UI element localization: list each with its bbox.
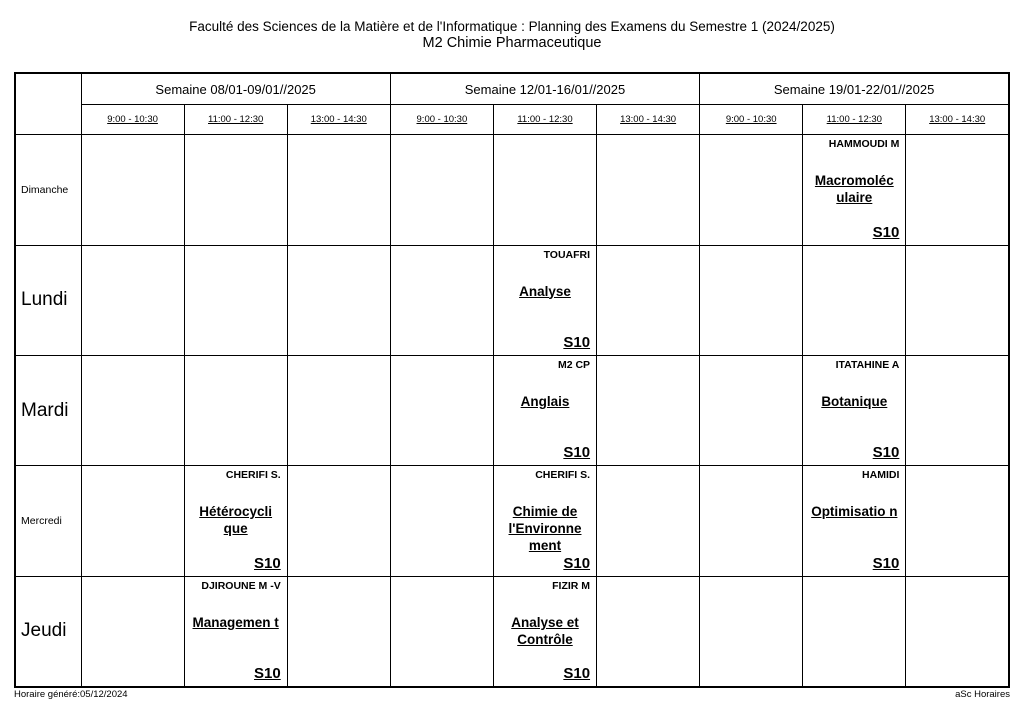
day-row <box>15 245 1009 355</box>
empty-cell <box>803 576 906 687</box>
day-row <box>15 576 1009 687</box>
day-label: Lundi <box>15 245 81 355</box>
exam-cell <box>184 576 287 687</box>
time-slot-header: 13:00 - 14:30 <box>287 105 390 135</box>
exam-cell <box>803 355 906 465</box>
document-title: Faculté des Sciences de la Matière et de l'Informatique : Planning des Examens du Semestre 1 (2024/2025) <box>189 19 835 34</box>
empty-cell <box>390 135 493 245</box>
time-slot-header: 9:00 - 10:30 <box>390 105 493 135</box>
empty-cell <box>81 245 184 355</box>
exam-teacher: ITATAHINE A <box>835 358 900 371</box>
exam-cell <box>803 466 906 576</box>
day-label: Jeudi <box>15 576 81 687</box>
empty-cell <box>287 135 390 245</box>
exam-subject: Analyse et Contrôle <box>511 614 579 647</box>
exam-subject: Botanique <box>821 393 888 409</box>
time-slot-row <box>15 105 1009 135</box>
week-header: Semaine 08/01-09/01//2025 <box>81 73 390 105</box>
empty-cell <box>597 355 700 465</box>
exam-room: S10 <box>254 665 281 682</box>
empty-cell <box>81 355 184 465</box>
exam-cell <box>184 466 287 576</box>
empty-cell <box>287 576 390 687</box>
exam-subject: Macromoléc ulaire <box>814 173 894 206</box>
time-slot-header: 13:00 - 14:30 <box>906 105 1009 135</box>
empty-cell <box>390 245 493 355</box>
program-title: M2 Chimie Pharmaceutique <box>422 35 602 51</box>
empty-cell <box>81 135 184 245</box>
empty-cell <box>906 355 1009 465</box>
empty-cell <box>184 355 287 465</box>
empty-cell <box>700 576 803 687</box>
empty-cell <box>287 245 390 355</box>
exam-subject: Chimie de l'Environne ment <box>508 504 582 554</box>
empty-cell <box>906 135 1009 245</box>
week-header: Semaine 19/01-22/01//2025 <box>700 73 1009 105</box>
empty-cell <box>906 466 1009 576</box>
time-slot-header: 11:00 - 12:30 <box>803 105 906 135</box>
exam-cell <box>493 466 596 576</box>
empty-cell <box>81 466 184 576</box>
exam-room: S10 <box>254 554 281 572</box>
day-label: Mercredi <box>15 466 81 576</box>
day-row <box>15 466 1009 576</box>
corner-cell <box>15 73 81 135</box>
empty-cell <box>287 466 390 576</box>
time-slot-header: 11:00 - 12:30 <box>493 105 596 135</box>
time-slot-header: 13:00 - 14:30 <box>597 105 700 135</box>
exam-teacher: TOUAFRI <box>543 248 591 261</box>
exam-room: S10 <box>563 554 591 572</box>
exam-teacher: M2 CP <box>557 358 591 371</box>
empty-cell <box>906 576 1009 687</box>
empty-cell <box>700 245 803 355</box>
exam-subject: Managemen t <box>192 614 279 630</box>
time-slot-header: 11:00 - 12:30 <box>184 105 287 135</box>
empty-cell <box>906 245 1009 355</box>
exam-teacher: HAMMOUDI M <box>828 138 900 151</box>
empty-cell <box>184 245 287 355</box>
exam-cell <box>493 576 596 687</box>
empty-cell <box>597 245 700 355</box>
exam-teacher: CHERIFI S. <box>225 469 281 482</box>
exam-cell <box>493 245 596 355</box>
empty-cell <box>493 135 596 245</box>
empty-cell <box>287 355 390 465</box>
exam-subject: Anglais <box>520 393 570 409</box>
empty-cell <box>700 135 803 245</box>
day-label: Mardi <box>15 355 81 465</box>
exam-subject: Optimisatio n <box>811 504 898 520</box>
empty-cell <box>390 466 493 576</box>
exam-room: S10 <box>872 554 900 572</box>
software-credit: aSc Horaires <box>955 689 1010 700</box>
exam-teacher: HAMIDI <box>862 469 900 482</box>
exam-subject: Hétérocycli que <box>199 504 273 537</box>
empty-cell <box>700 355 803 465</box>
time-slot-header: 9:00 - 10:30 <box>81 105 184 135</box>
time-slot-header: 9:00 - 10:30 <box>700 105 803 135</box>
empty-cell <box>81 576 184 687</box>
exam-teacher: DJIROUNE M -V <box>201 579 281 592</box>
exam-schedule-table <box>14 72 1010 688</box>
exam-teacher: CHERIFI S. <box>535 469 591 482</box>
generated-date: Horaire généré:05/12/2024 <box>14 689 128 700</box>
empty-cell <box>700 466 803 576</box>
empty-cell <box>597 466 700 576</box>
exam-teacher: FIZIR M <box>552 579 591 592</box>
empty-cell <box>597 576 700 687</box>
exam-cell <box>493 355 596 465</box>
exam-subject: Analyse <box>519 283 571 299</box>
day-row <box>15 355 1009 465</box>
exam-room: S10 <box>563 333 591 351</box>
empty-cell <box>390 576 493 687</box>
exam-room: S10 <box>563 444 591 462</box>
exam-cell <box>803 135 906 245</box>
exam-room: S10 <box>563 665 591 682</box>
week-header: Semaine 12/01-16/01//2025 <box>390 73 699 105</box>
empty-cell <box>390 355 493 465</box>
week-header-row <box>15 73 1009 105</box>
empty-cell <box>184 135 287 245</box>
day-label: Dimanche <box>15 135 81 245</box>
exam-room: S10 <box>872 223 900 241</box>
exam-room: S10 <box>872 444 900 462</box>
empty-cell <box>803 245 906 355</box>
day-row <box>15 135 1009 245</box>
empty-cell <box>597 135 700 245</box>
